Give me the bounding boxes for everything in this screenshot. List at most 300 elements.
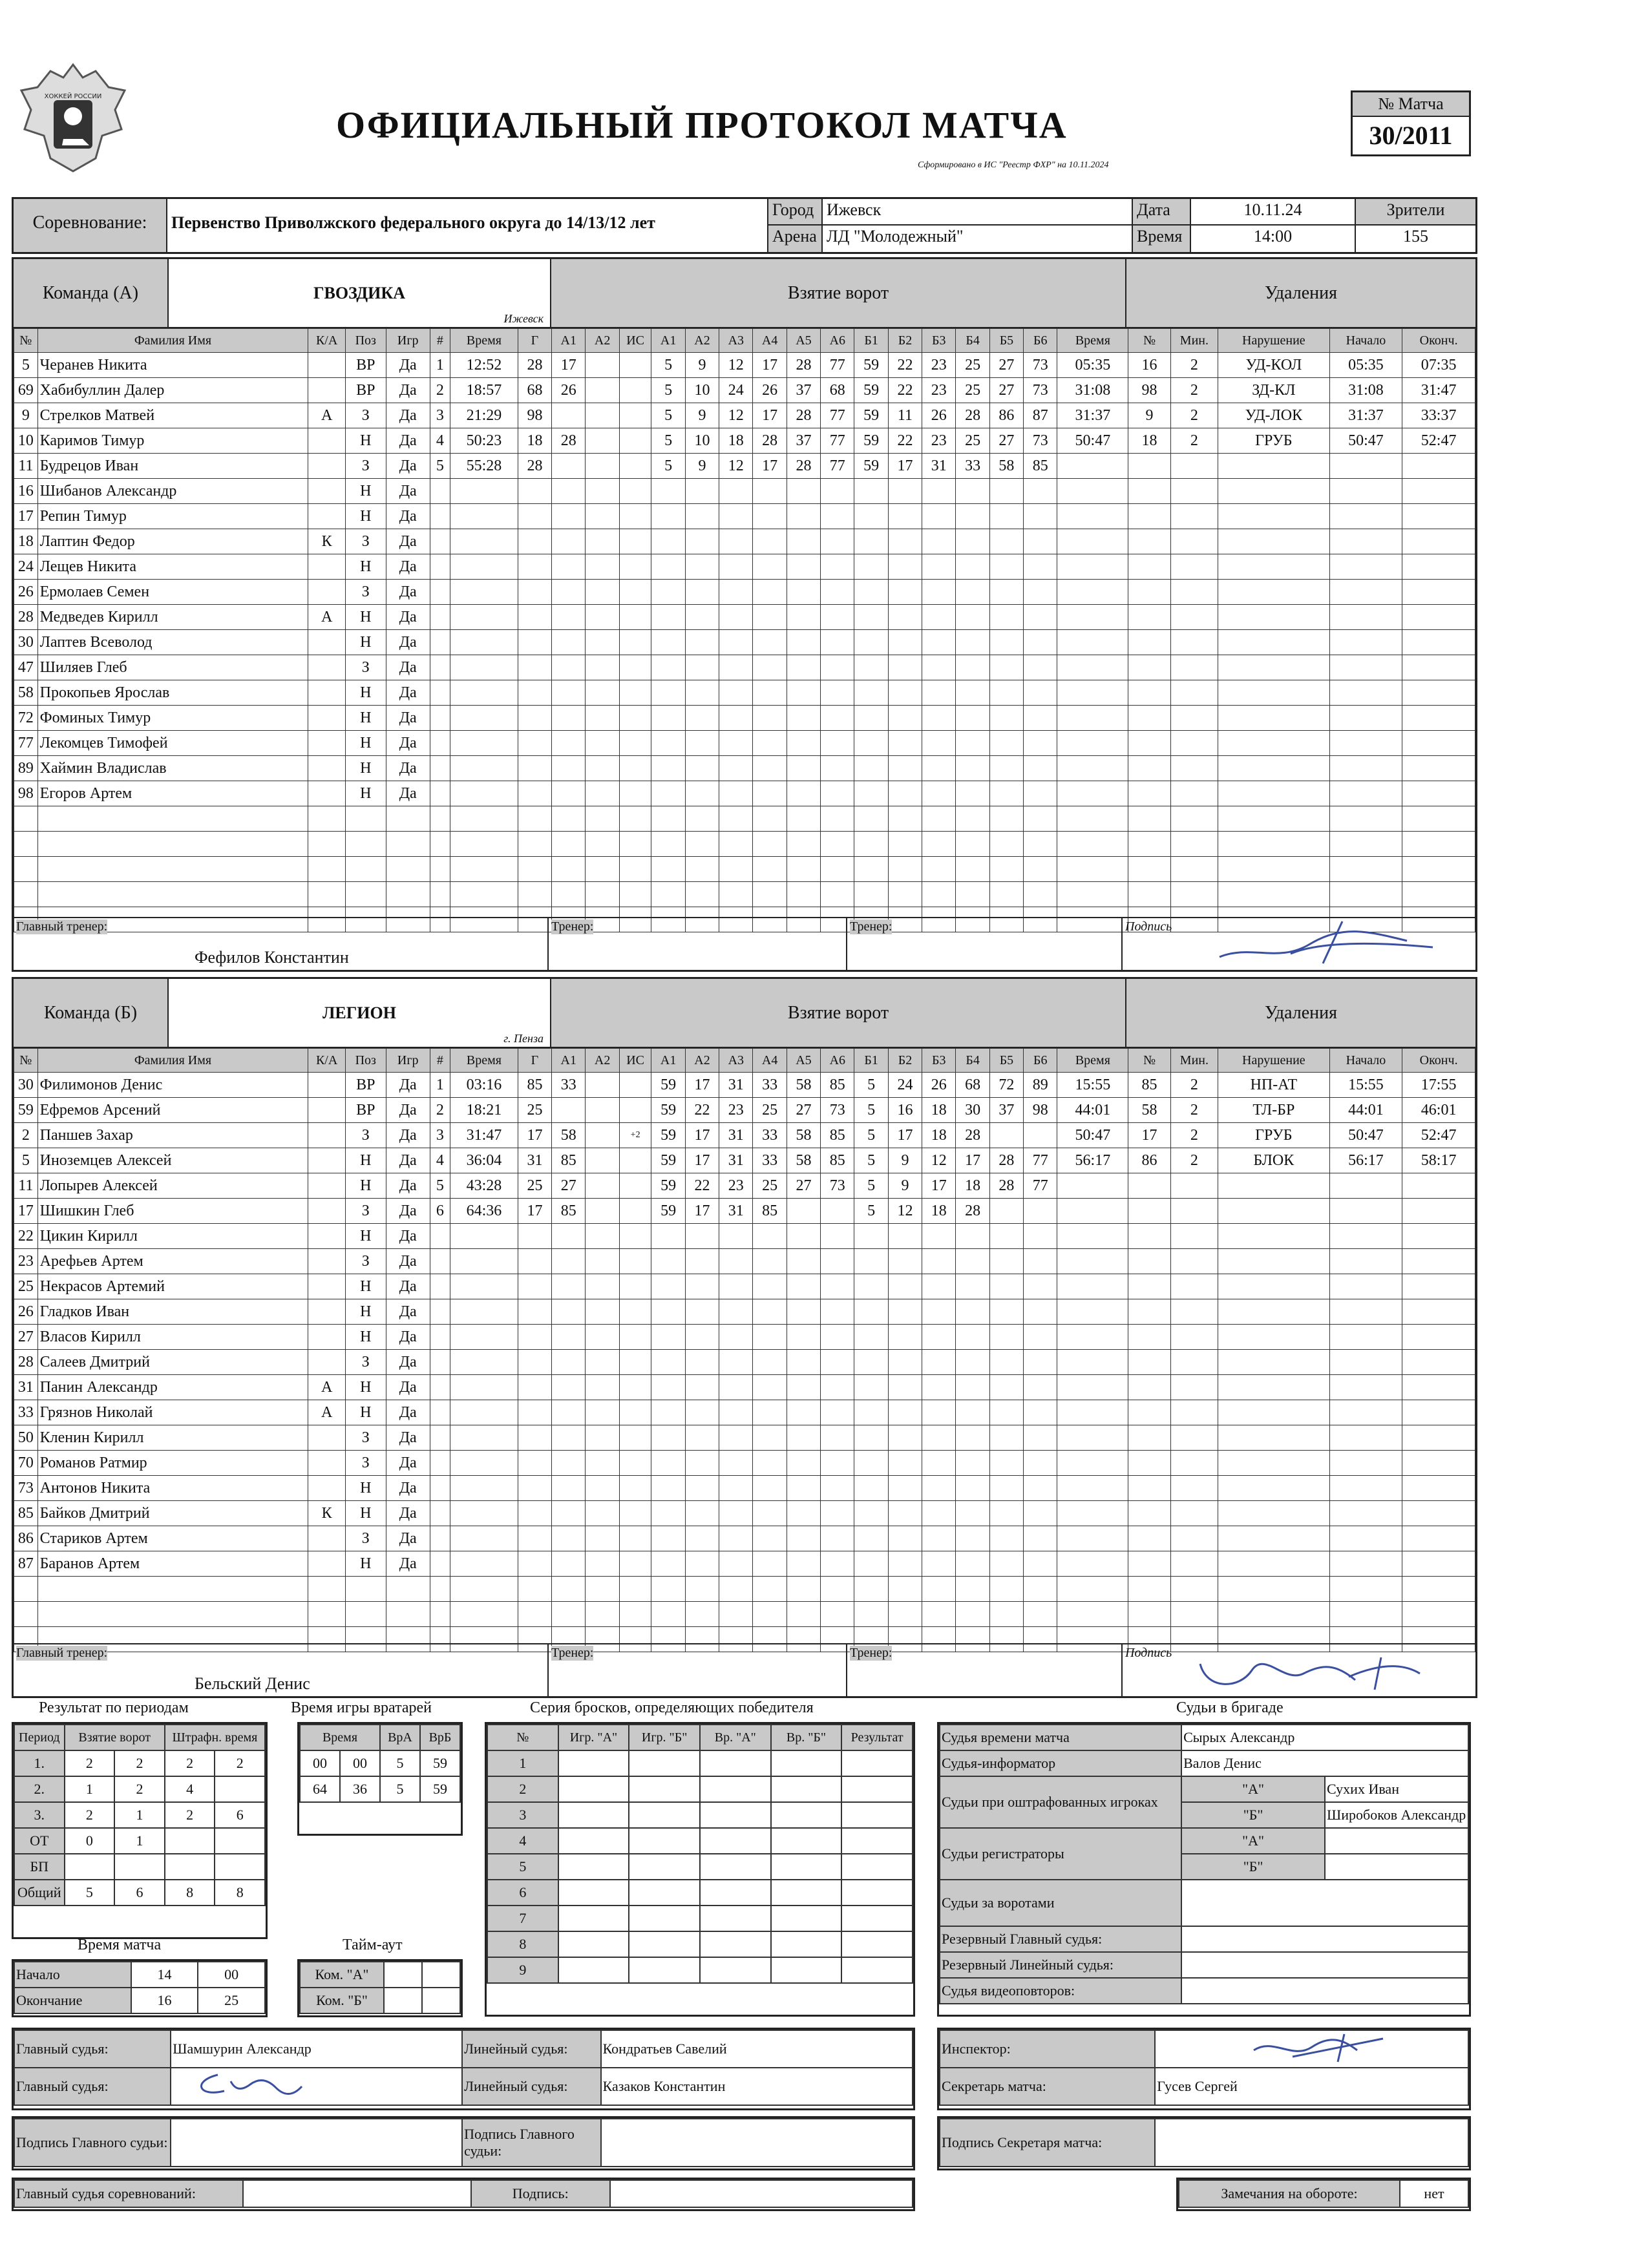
goal-cell (450, 706, 518, 731)
player-played: Да (386, 756, 430, 781)
goal-cell (821, 781, 854, 806)
goal-cell (685, 806, 719, 832)
goal-cell (956, 1299, 989, 1325)
penalty-cell (1057, 580, 1128, 605)
goal-cell: 23 (922, 378, 956, 403)
goal-cell: 25 (956, 353, 989, 378)
goal-cell: 5 (651, 353, 685, 378)
goal-cell (989, 580, 1023, 605)
goal-cell (619, 428, 651, 454)
penalty-cell (1128, 832, 1170, 857)
table-row (14, 353, 1475, 378)
goal-cell (1024, 731, 1057, 756)
goal-cell (586, 605, 619, 630)
goal-cell (651, 1350, 685, 1375)
player-number: 18 (14, 529, 38, 554)
goal-cell (753, 1526, 787, 1551)
goal-cell (854, 882, 888, 907)
goal-cell (753, 1350, 787, 1375)
goal-cell (989, 1451, 1023, 1476)
goal-cell (430, 1451, 450, 1476)
player-number: 16 (14, 479, 38, 504)
goal-cell (685, 1274, 719, 1299)
goal-cell (854, 1602, 888, 1627)
goal-cell (753, 655, 787, 680)
penalty-cell (1057, 756, 1128, 781)
goal-cell: 50:23 (450, 428, 518, 454)
penalty-cell (1128, 1274, 1170, 1299)
table-row (14, 428, 1475, 454)
goal-cell (821, 1325, 854, 1350)
goal-cell (651, 706, 685, 731)
penalty-cell (1218, 680, 1330, 706)
penalty-cell: ГРУБ (1218, 428, 1330, 454)
goal-cell (787, 1451, 820, 1476)
goal-cell (450, 1577, 518, 1602)
goal-cell (586, 1249, 619, 1274)
goal-cell (685, 580, 719, 605)
goal-cell (1024, 529, 1057, 554)
goal-cell (989, 1299, 1023, 1325)
penalty-cell (1402, 731, 1475, 756)
player-number: 17 (14, 1199, 38, 1224)
goal-cell (854, 731, 888, 756)
goal-cell (719, 655, 753, 680)
goal-cell: 1 (430, 1073, 450, 1098)
goal-cell: 31 (719, 1148, 753, 1173)
player-played (386, 1602, 430, 1627)
goal-cell (518, 1425, 551, 1451)
player-played: Да (386, 1274, 430, 1299)
goal-cell (619, 1476, 651, 1501)
player-played: Да (386, 504, 430, 529)
player-played: Да (386, 1123, 430, 1148)
goal-cell (586, 428, 619, 454)
goal-cell (586, 353, 619, 378)
goal-cell (450, 1350, 518, 1375)
player-role (308, 1425, 346, 1451)
goal-cell (586, 1350, 619, 1375)
goal-cell (1024, 1123, 1057, 1148)
player-role (308, 1551, 346, 1577)
goal-cell (922, 1350, 956, 1375)
player-played: Да (386, 1148, 430, 1173)
player-number: 73 (14, 1476, 38, 1501)
goal-cell: 2 (430, 378, 450, 403)
penalty-cell (1170, 1299, 1218, 1325)
player-position: Н (345, 554, 386, 580)
period-results: Период Взятие ворот Штрафн. время 1. 2 2 2 2 2. 1 2 4 3. 2 1 2 6 ОТ 0 1 БП Общий 5 6 8 8 (12, 1722, 268, 1939)
player-role (308, 680, 346, 706)
player-number: 27 (14, 1325, 38, 1350)
penalty-cell (1329, 1249, 1402, 1274)
goal-cell (685, 1451, 719, 1476)
goal-cell (651, 1400, 685, 1425)
goal-cell: 17 (518, 1199, 551, 1224)
goal-cell (956, 605, 989, 630)
player-name: Ефремов Арсений (37, 1098, 308, 1123)
goal-cell: 59 (651, 1073, 685, 1098)
player-name: Шиляев Глеб (37, 655, 308, 680)
goal-cell (922, 1299, 956, 1325)
goal-cell: 9 (888, 1173, 922, 1199)
penalty-cell (1329, 832, 1402, 857)
player-name: Лаптев Всеволод (37, 630, 308, 655)
player-number: 86 (14, 1526, 38, 1551)
penalty-cell (1218, 806, 1330, 832)
player-name: Репин Тимур (37, 504, 308, 529)
player-position: Н (345, 781, 386, 806)
goal-cell (450, 832, 518, 857)
goal-cell (888, 1501, 922, 1526)
penalty-cell: НП-АТ (1218, 1073, 1330, 1098)
goal-cell (619, 882, 651, 907)
penalty-cell (1218, 1501, 1330, 1526)
goal-cell (888, 1476, 922, 1501)
goal-cell (586, 1577, 619, 1602)
penalty-cell (1218, 1526, 1330, 1551)
table-row (14, 554, 1475, 580)
goal-cell (450, 1325, 518, 1350)
player-position: З (345, 529, 386, 554)
player-played: Да (386, 605, 430, 630)
goal-cell (888, 706, 922, 731)
goal-cell (586, 1526, 619, 1551)
player-role (308, 1577, 346, 1602)
goal-cell (854, 1400, 888, 1425)
penalty-cell (1402, 1451, 1475, 1476)
goal-cell (518, 1451, 551, 1476)
goal-cell (518, 1602, 551, 1627)
penalty-cell (1128, 1350, 1170, 1375)
goal-cell (430, 1249, 450, 1274)
goal-cell (1024, 605, 1057, 630)
goal-cell (922, 1577, 956, 1602)
goal-cell (753, 832, 787, 857)
penalty-cell: 2 (1170, 378, 1218, 403)
linesman-2: Казаков Константин (601, 2068, 913, 2105)
goal-cell (619, 1299, 651, 1325)
goal-cell (922, 630, 956, 655)
player-played: Да (386, 1224, 430, 1249)
goal-cell: 68 (518, 378, 551, 403)
goal-cell: 28 (956, 403, 989, 428)
goal-cell (586, 1224, 619, 1249)
goal-cell: 18 (518, 428, 551, 454)
player-role (308, 1526, 346, 1551)
goal-cell (854, 655, 888, 680)
penalty-cell (1057, 857, 1128, 882)
goal-cell (821, 1501, 854, 1526)
player-played: Да (386, 378, 430, 403)
goal-cell (787, 1249, 820, 1274)
player-played: Да (386, 731, 430, 756)
goal-cell (719, 554, 753, 580)
end-minute: 25 (198, 1988, 265, 2013)
goal-cell: 4 (430, 428, 450, 454)
penalty-cell: 56:17 (1329, 1148, 1402, 1173)
penalty-cell (1329, 882, 1402, 907)
penalty-cell (1402, 1375, 1475, 1400)
goal-cell: 22 (685, 1173, 719, 1199)
goal-cell (888, 1425, 922, 1451)
goal-cell: 9 (685, 353, 719, 378)
player-name: Арефьев Артем (37, 1249, 308, 1274)
goal-cell: 12 (719, 454, 753, 479)
goal-cell (619, 504, 651, 529)
svg-text:ХОККЕЙ РОССИИ: ХОККЕЙ РОССИИ (44, 93, 102, 100)
goal-cell (552, 454, 586, 479)
player-number: 11 (14, 1173, 38, 1199)
penalty-cell (1402, 1199, 1475, 1224)
penalty-cell: 2 (1170, 1098, 1218, 1123)
goal-cell (619, 580, 651, 605)
table-row (14, 1199, 1475, 1224)
goal-cell: +2 (619, 1123, 651, 1148)
player-position: З (345, 1199, 386, 1224)
team-a-section: Команда (А) ГВОЗДИКА Ижевск Взятие ворот Удаления № Фамилия Имя К/А Поз Игр # Время Г А1 А2 ИС А1 А2 А3 А4 А5 А6 Б1 Б2 Б3 Б4 Б5 Б6 Время № Мин. Нарушение Начало Оконч. 5 Черанев Никита ВР Да 1 12:52 28 17 5 9 12 17 28 77 59 22 23 25 27 73 05:35 16 2 УД-КОЛ 05:35 07:35 69 Хабибуллин Далер ВР Да 2 18:57 68 26 5 10 24 26 37 68 59 22 23 25 27 73 31:08 98 2 ЗД-КЛ 31:08 31:47 9 Стрелков Матвей А З Да 3 21:29 98 5 9 12 17 28 77 59 11 26 28 86 87 31:37 9 2 УД-ЛОК 31:37 33:37 10 Каримов Тимур Н Да 4 50:23 18 28 5 10 18 28 37 77 59 22 23 25 27 73 50:47 18 2 ГРУБ 50:47 52:47 11 Будрецов Иван З Да 5 55:28 28 5 9 12 17 28 77 59 17 31 33 58 85 16 Шибанов Александр Н Да 17 Репин Тимур Н Да 18 Лаптин Федор К З Да 24 Лещев Никита Н Да 26 Ермолаев Семен З Да 28 Медведев Кирилл А Н Да 30 Лаптев Всеволод Н Да 47 Шиляев Глеб З Да 58 Прокопьев Ярослав Н Да 72 Фоминых Тимур Н Да 77 Лекомцев Тимофей Н Да 89 Хаймин Владислав Н Да 98 Егоров Артем Н Да Главный тренер: Фефилов Константин Тренер: Тренер: Подпись (12, 257, 1477, 972)
goal-cell (619, 1199, 651, 1224)
player-played (386, 882, 430, 907)
shootout-table: № Игр. "А" Игр. "Б" Вр. "А" Вр. "Б" Результат 1 2 3 4 5 6 7 8 9 (485, 1722, 915, 2017)
goal-cell: 28 (989, 1148, 1023, 1173)
player-number: 30 (14, 1073, 38, 1098)
goal-cell: 85 (552, 1148, 586, 1173)
table-row (14, 1451, 1475, 1476)
fhr-logo (12, 52, 134, 187)
goal-cell: 30 (956, 1098, 989, 1123)
goal-cell (651, 1526, 685, 1551)
goal-cell (753, 1400, 787, 1425)
goal-cell (1024, 706, 1057, 731)
goal-cell (685, 756, 719, 781)
goal-cell (430, 706, 450, 731)
penalty-cell (1170, 1476, 1218, 1501)
goal-cell: 3 (430, 403, 450, 428)
player-name: Хабибуллин Далер (37, 378, 308, 403)
goal-cell (430, 1350, 450, 1375)
goal-cell (450, 1400, 518, 1425)
goal-cell (821, 857, 854, 882)
goal-cell: 59 (854, 428, 888, 454)
player-name: Байков Дмитрий (37, 1501, 308, 1526)
goal-cell (956, 806, 989, 832)
table-row (14, 1173, 1475, 1199)
match-date: 10.11.24 (1191, 199, 1356, 226)
goal-cell (719, 504, 753, 529)
goal-cell (430, 1299, 450, 1325)
goal-cell (888, 1451, 922, 1476)
goal-cell (552, 630, 586, 655)
table-row (14, 630, 1475, 655)
goal-cell (586, 479, 619, 504)
penalty-cell (1218, 1350, 1330, 1375)
goal-cell: 85 (1024, 454, 1057, 479)
goal-cell (552, 580, 586, 605)
goal-cell (753, 781, 787, 806)
goal-cell (619, 1425, 651, 1451)
penalty-cell (1170, 554, 1218, 580)
goal-cell: 59 (651, 1098, 685, 1123)
goal-cell (1024, 680, 1057, 706)
penalty-cell: 31:08 (1329, 378, 1402, 403)
table-row (14, 731, 1475, 756)
goal-cell (753, 1425, 787, 1451)
goal-cell (888, 479, 922, 504)
goal-cell (989, 1350, 1023, 1375)
goal-cell: 85 (821, 1123, 854, 1148)
goal-cell (450, 1224, 518, 1249)
penalty-cell (1128, 479, 1170, 504)
penalty-cell: 31:37 (1057, 403, 1128, 428)
player-number: 98 (14, 781, 38, 806)
goal-cell (651, 580, 685, 605)
goal-cell (989, 504, 1023, 529)
penalty-cell (1218, 1551, 1330, 1577)
table-row (14, 806, 1475, 832)
goal-cell (787, 1425, 820, 1451)
goal-cell (854, 479, 888, 504)
goal-cell (430, 832, 450, 857)
player-position: З (345, 1123, 386, 1148)
goal-cell (989, 1400, 1023, 1425)
player-played: Да (386, 1173, 430, 1199)
penalty-cell (1329, 781, 1402, 806)
player-played: Да (386, 1199, 430, 1224)
penalty-cell (1329, 454, 1402, 479)
goal-cell (888, 1526, 922, 1551)
penalty-cell: 50:47 (1057, 428, 1128, 454)
goal-cell (753, 504, 787, 529)
player-name: Лещев Никита (37, 554, 308, 580)
goal-cell: 5 (854, 1123, 888, 1148)
player-role (308, 655, 346, 680)
goal-cell (651, 731, 685, 756)
penalty-cell (1402, 857, 1475, 882)
player-name: Будрецов Иван (37, 454, 308, 479)
goal-cell (719, 479, 753, 504)
goal-cell (719, 832, 753, 857)
arena: ЛД "Молодежный" (823, 226, 1133, 252)
penalty-cell (1170, 1224, 1218, 1249)
player-role (308, 731, 346, 756)
goal-cell (651, 781, 685, 806)
player-name (37, 806, 308, 832)
goal-cell: 28 (552, 428, 586, 454)
goal-cell: 5 (854, 1098, 888, 1123)
penalty-cell (1329, 580, 1402, 605)
penalty-cell: 15:55 (1329, 1073, 1402, 1098)
goal-cell (586, 529, 619, 554)
goal-cell (450, 1249, 518, 1274)
goal-cell: 25 (518, 1098, 551, 1123)
goal-cell (821, 1476, 854, 1501)
penalty-cell (1170, 1526, 1218, 1551)
goal-cell: 18 (719, 428, 753, 454)
goal-cell (956, 1501, 989, 1526)
goal-cell (450, 1274, 518, 1299)
goal-cell: 58 (552, 1123, 586, 1148)
goal-cell (989, 1224, 1023, 1249)
goal-cell (518, 731, 551, 756)
player-role (308, 1224, 346, 1249)
player-role (308, 1325, 346, 1350)
player-name: Антонов Никита (37, 1476, 308, 1501)
period-row: Общий 5 6 8 8 (14, 1880, 265, 1906)
goal-cell: 33 (753, 1148, 787, 1173)
player-played: Да (386, 479, 430, 504)
goal-cell: 17 (685, 1199, 719, 1224)
goal-cell: 73 (821, 1173, 854, 1199)
penalty-cell (1128, 605, 1170, 630)
player-name (37, 882, 308, 907)
player-name: Шибанов Александр (37, 479, 308, 504)
goal-cell (753, 1501, 787, 1526)
goal-cell (719, 706, 753, 731)
player-name: Гладков Иван (37, 1299, 308, 1325)
goal-cell (719, 781, 753, 806)
goal-cell (619, 1551, 651, 1577)
goal-cell (651, 806, 685, 832)
goal-cell (552, 403, 586, 428)
goal-cell (989, 479, 1023, 504)
penalty-cell (1218, 1577, 1330, 1602)
goal-cell: 18:21 (450, 1098, 518, 1123)
timeout-box: Ком. "А" Ком. "Б" (297, 1959, 463, 2017)
goal-cell (956, 580, 989, 605)
end-hour: 16 (131, 1988, 198, 2013)
player-played: Да (386, 1325, 430, 1350)
goal-cell (430, 1526, 450, 1551)
goal-cell (719, 1451, 753, 1476)
goal-cell: 27 (787, 1173, 820, 1199)
goal-cell (430, 655, 450, 680)
goal-cell (586, 1199, 619, 1224)
penalty-cell (1128, 529, 1170, 554)
penalty-cell (1057, 1173, 1128, 1199)
goal-cell (586, 882, 619, 907)
penalty-cell (1128, 1299, 1170, 1325)
goal-cell (787, 781, 820, 806)
player-played: Да (386, 554, 430, 580)
goal-cell (619, 1526, 651, 1551)
goal-cell (586, 580, 619, 605)
penalty-cell (1402, 1325, 1475, 1350)
penalty-cell (1218, 454, 1330, 479)
penalty-cell (1128, 756, 1170, 781)
player-role (308, 378, 346, 403)
goal-cell (753, 580, 787, 605)
player-position: ВР (345, 1073, 386, 1098)
player-number (14, 857, 38, 882)
goal-cell: 37 (787, 428, 820, 454)
goal-cell (685, 630, 719, 655)
goal-cell: 17 (753, 353, 787, 378)
penalty-cell (1402, 1602, 1475, 1627)
table-row (14, 832, 1475, 857)
goal-cell: 5 (430, 1173, 450, 1199)
penalty-cell (1057, 1501, 1128, 1526)
penalty-cell (1218, 1400, 1330, 1425)
goal-cell: 17 (956, 1148, 989, 1173)
goal-cell (586, 1451, 619, 1476)
goal-cell (685, 1476, 719, 1501)
goal-cell (552, 756, 586, 781)
goal-cell (753, 1249, 787, 1274)
goal-cell: 3 (430, 1123, 450, 1148)
goal-cell (989, 756, 1023, 781)
goal-cell (1024, 580, 1057, 605)
